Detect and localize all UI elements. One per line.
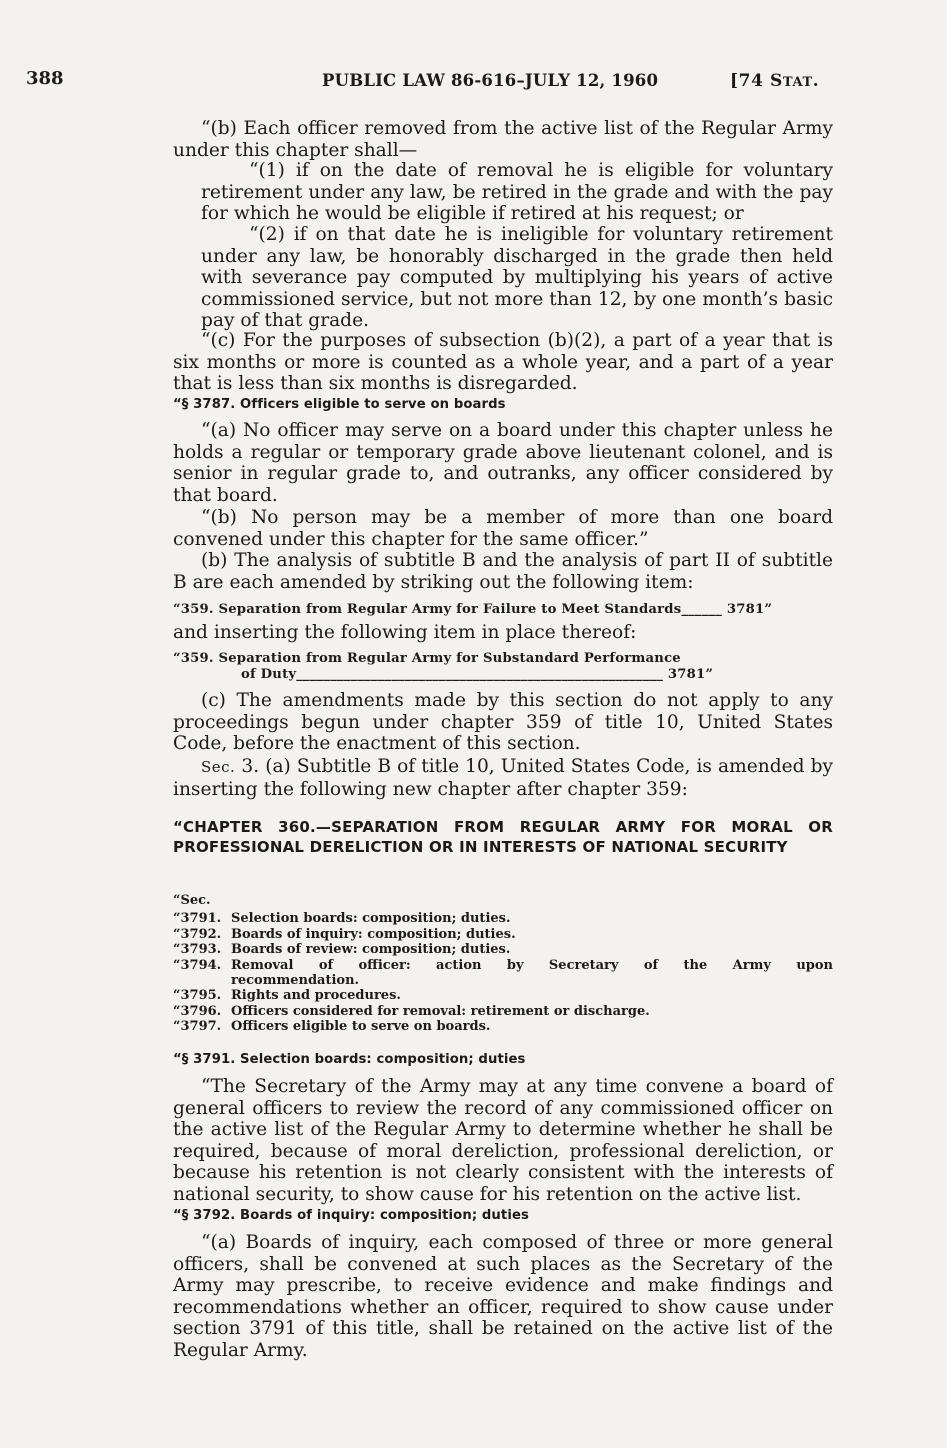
section-3792-heading: “§ 3792. Boards of inquiry: composition; duties (173, 1208, 529, 1223)
toc-item (173, 1019, 833, 1034)
paragraph-3791: “The Secretary of the Army may at any time convene a board of general officers to review the record of any commissioned officer on the active list of the Regular Army to determine whether he shall be required, because of moral dereliction, professional dereliction, or because his retention is not clearly consistent with the interests of national security, to show cause for his retention on the active list. (173, 1076, 833, 1205)
statute-prefix: [74 S (730, 71, 783, 91)
toc-continuation: recommendation. (231, 973, 360, 989)
new-item-line-1: “359. Separation from Regular Army for Substandard Performance (173, 651, 681, 666)
toc-sec-label: “Sec. (173, 893, 211, 908)
paragraph-b: “(b) Each officer removed from the active list of the Regular Army under this chapter shall— (173, 118, 833, 161)
toc-number: “3796. (173, 1003, 222, 1019)
section-3787-heading: “§ 3787. Officers eligible to serve on boards (173, 397, 506, 412)
paragraph-3787b: “(b) No person may be a member of more than one board convened under this chapter for the same officer.” (173, 507, 833, 550)
toc-text: Officers considered for removal: retirement or discharge. (231, 1003, 650, 1019)
sec-label: Sec. (201, 758, 236, 776)
paragraph-amend-c: (c) The amendments made by this section do not apply to any proceedings begun under chapter 359 of title 10, United States Code, before the enactment of this section. (173, 690, 833, 754)
toc-number: “3793. (173, 942, 222, 958)
new-item-line-2: of Duty______________________________________________________ 3781” (241, 667, 714, 682)
toc-text: Removal of officer: action by Secretary of the Army upon (231, 957, 833, 973)
toc-item (173, 958, 833, 973)
toc-text: Boards of inquiry: composition; duties. (231, 926, 516, 942)
paragraph-insert: and inserting the following item in place thereof: (173, 622, 637, 643)
toc-number: “3797. (173, 1019, 222, 1035)
page-number: 388 (26, 68, 64, 89)
old-item: “359. Separation from Regular Army for Failure to Meet Standards______ 3781” (173, 602, 773, 617)
toc-number: “3791. (173, 911, 222, 927)
running-head-title: PUBLIC LAW 86-616–JULY 12, 1960 (322, 71, 659, 90)
paragraph-c: “(c) For the purposes of subsection (b)(2), a part of a year that is six months or more is counted as a whole year, and a part of a year that is less than six months is disregarded. (173, 330, 833, 394)
toc-number: “3792. (173, 926, 222, 942)
paragraph-sec3 (173, 756, 833, 800)
paragraph-3792a: “(a) Boards of inquiry, each composed of three or more general officers, shall be convened at such places as the Secretary of the Army may prescribe, to receive evidence and make findings and recommendations whether an officer, required to show cause under section 3791 of this title, shall be retained on the active list of the Regular Army. (173, 1232, 833, 1361)
statute-small-caps: TAT (782, 75, 813, 90)
paragraph-b2: “(2) if on that date he is ineligible for voluntary retirement under any law, be honorably discharged in the grade then held with severance pay computed by multiplying his years of active commissioned service, but not more than 12, by one month’s basic pay of that grade. (201, 224, 833, 331)
toc-item (173, 911, 833, 926)
paragraph-3787a: “(a) No officer may serve on a board under this chapter unless he holds a regular or temporary grade above lieutenant colonel, and is senior in regular grade to, and outranks, any officer considered by that board. (173, 420, 833, 506)
sec3-text: 3. (a) Subtitle B of title 10, United States Code, is amended by inserting the following new chapter after chapter 359: (173, 756, 833, 800)
chapter-table-of-contents (173, 893, 833, 1035)
statute-suffix: . (812, 71, 820, 91)
toc-item (173, 1004, 833, 1019)
toc-text: Rights and procedures. (231, 988, 401, 1004)
toc-item (173, 988, 833, 1003)
paragraph-analysis: (b) The analysis of subtitle B and the analysis of part II of subtitle B are each amended by striking out the following item: (173, 550, 833, 593)
toc-text: Selection boards: composition; duties. (231, 911, 511, 927)
toc-item (173, 927, 833, 942)
toc-text: Officers eligible to serve on boards. (231, 1019, 491, 1035)
toc-text: Boards of review: composition; duties. (231, 942, 511, 958)
chapter-360-heading: “CHAPTER 360.—SEPARATION FROM REGULAR ARMY FOR MORAL OR PROFESSIONAL DERELICTION OR IN INTERESTS OF NATIONAL SECURITY (173, 818, 833, 856)
toc-number: “3794. (173, 957, 222, 973)
toc-item (173, 942, 833, 957)
paragraph-b1: “(1) if on the date of removal he is eligible for voluntary retirement under any law, be retired in the grade and with the pay for which he would be eligible if retired at his request; or (201, 160, 833, 224)
section-3791-heading: “§ 3791. Selection boards: composition; duties (173, 1052, 526, 1067)
statute-reference (730, 71, 819, 91)
toc-number: “3795. (173, 988, 222, 1004)
